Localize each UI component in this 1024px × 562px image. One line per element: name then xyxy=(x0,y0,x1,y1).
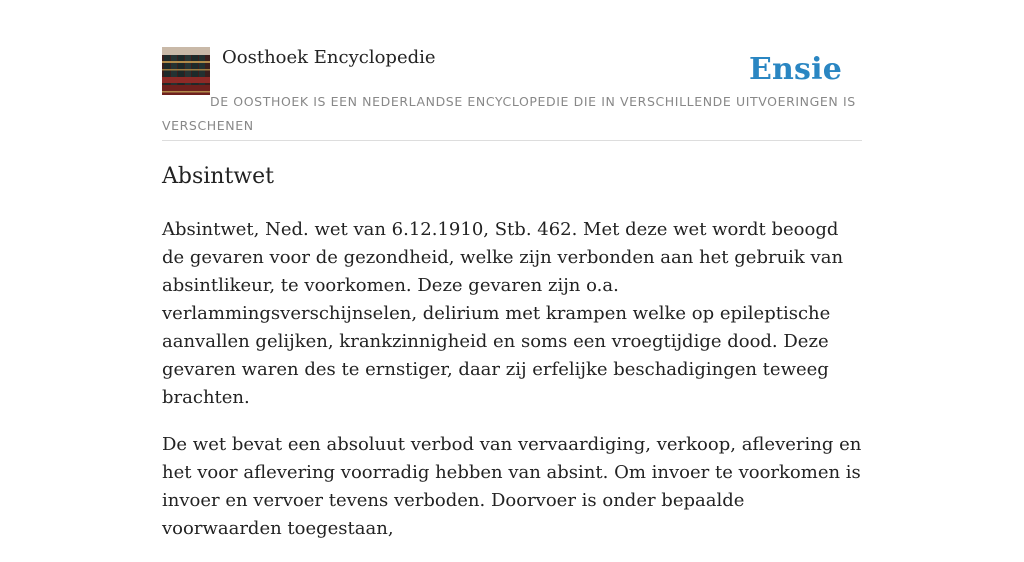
avatar-image xyxy=(162,47,210,95)
book-spines-icon[interactable] xyxy=(162,47,210,95)
article-paragraph: De wet bevat een absoluut verbod van vervaardiging, verkoop, aflevering en het voor aflevering voorradig hebben van absint. Om invoer te voorkomen is invoer en vervoer tevens verboden. Doorvoer is onder bepaalde voorwaarden toegestaan, xyxy=(162,434,862,539)
source-name-link[interactable]: Oosthoek Encyclopedie xyxy=(222,47,436,68)
source-description: DE OOSTHOEK IS EEN NEDERLANDSE ENCYCLOPEDIE DIE IN VERSCHILLENDE UITVOERINGEN IS VERSCHENEN xyxy=(162,94,856,133)
article-paragraph: Absintwet, Ned. wet van 6.12.1910, Stb. 462. Met deze wet wordt beoogd de gevaren voor de gezondheid, welke zijn verbonden aan het gebruik van absintlikeur, te voorkomen. Deze gevaren zijn o.a. verlammingsverschijnselen, delirium met krampen welke op epileptische aanvallen gelijken, krankzinnigheid en soms een vroegtijdige dood. Deze gevaren waren des te ernstiger, daar zij erfelijke beschadigingen teweeg brachten. xyxy=(162,219,844,408)
header xyxy=(162,46,862,141)
ensie-logo-link[interactable]: Ensie xyxy=(748,52,842,87)
article-title: Absintwet xyxy=(162,164,274,189)
article-body xyxy=(162,216,862,562)
